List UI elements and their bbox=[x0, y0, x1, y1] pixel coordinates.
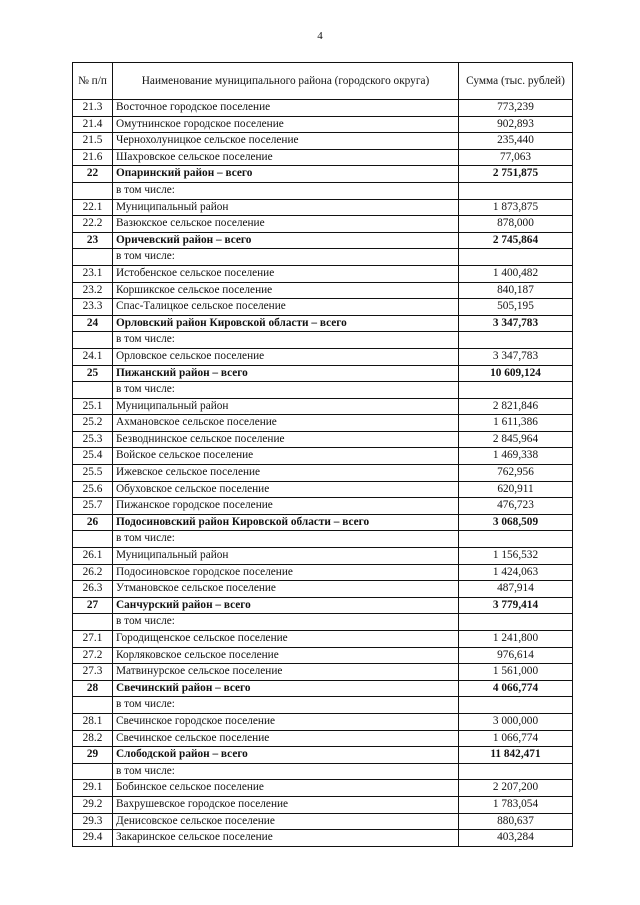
cell-name: в том числе: bbox=[113, 382, 459, 399]
cell-sum: 2 745,864 bbox=[459, 232, 573, 249]
table-row bbox=[73, 249, 573, 266]
cell-number: 22.1 bbox=[73, 199, 113, 216]
table-row bbox=[73, 763, 573, 780]
cell-sum: 2 207,200 bbox=[459, 780, 573, 797]
cell-number: 26.1 bbox=[73, 548, 113, 565]
cell-name: Оричевский район – всего bbox=[113, 232, 459, 249]
cell-number: 29 bbox=[73, 747, 113, 764]
cell-number: 21.3 bbox=[73, 100, 113, 117]
table-row bbox=[73, 382, 573, 399]
header-number: № п/п bbox=[73, 63, 113, 100]
cell-name: Вазюкское сельское поселение bbox=[113, 216, 459, 233]
table-row-district-total bbox=[73, 232, 573, 249]
cell-name: Санчурский район – всего bbox=[113, 597, 459, 614]
table-row bbox=[73, 713, 573, 730]
cell-name: Орловское сельское поселение bbox=[113, 348, 459, 365]
cell-number: 25 bbox=[73, 365, 113, 382]
table-row bbox=[73, 614, 573, 631]
cell-sum: 11 842,471 bbox=[459, 747, 573, 764]
cell-name: в том числе: bbox=[113, 614, 459, 631]
cell-number: 22.2 bbox=[73, 216, 113, 233]
cell-sum bbox=[459, 182, 573, 199]
table-row bbox=[73, 199, 573, 216]
cell-name: Омутнинское городское поселение bbox=[113, 116, 459, 133]
cell-sum: 1 400,482 bbox=[459, 265, 573, 282]
cell-sum: 1 561,000 bbox=[459, 664, 573, 681]
cell-name: Денисовское сельское поселение bbox=[113, 813, 459, 830]
cell-name: в том числе: bbox=[113, 332, 459, 349]
cell-sum bbox=[459, 763, 573, 780]
cell-name: в том числе: bbox=[113, 531, 459, 548]
cell-sum: 620,911 bbox=[459, 481, 573, 498]
cell-sum: 77,063 bbox=[459, 149, 573, 166]
cell-name: Вахрушевское городское поселение bbox=[113, 796, 459, 813]
cell-number: 25.5 bbox=[73, 465, 113, 482]
cell-sum bbox=[459, 249, 573, 266]
table-row bbox=[73, 448, 573, 465]
cell-name: Городищенское сельское поселение bbox=[113, 631, 459, 648]
cell-number: 25.3 bbox=[73, 431, 113, 448]
cell-number: 21.5 bbox=[73, 133, 113, 150]
cell-sum: 3 068,509 bbox=[459, 514, 573, 531]
cell-sum bbox=[459, 614, 573, 631]
cell-sum: 1 424,063 bbox=[459, 564, 573, 581]
cell-number: 26.3 bbox=[73, 581, 113, 598]
table-row-district-total bbox=[73, 514, 573, 531]
cell-number: 28 bbox=[73, 680, 113, 697]
cell-name: Муниципальный район bbox=[113, 199, 459, 216]
cell-name: в том числе: bbox=[113, 249, 459, 266]
cell-sum: 1 156,532 bbox=[459, 548, 573, 565]
cell-sum: 1 469,338 bbox=[459, 448, 573, 465]
cell-number bbox=[73, 249, 113, 266]
table-row bbox=[73, 149, 573, 166]
cell-number bbox=[73, 614, 113, 631]
table-row bbox=[73, 664, 573, 681]
cell-name: Опаринский район – всего bbox=[113, 166, 459, 183]
cell-name: Бобинское сельское поселение bbox=[113, 780, 459, 797]
cell-number: 25.1 bbox=[73, 398, 113, 415]
table-row bbox=[73, 116, 573, 133]
cell-number: 23.3 bbox=[73, 299, 113, 316]
budget-table bbox=[72, 62, 573, 847]
cell-number bbox=[73, 382, 113, 399]
cell-name: Закаринское сельское поселение bbox=[113, 830, 459, 847]
table-row bbox=[73, 100, 573, 117]
table-row-district-total bbox=[73, 597, 573, 614]
cell-name: в том числе: bbox=[113, 182, 459, 199]
table-row bbox=[73, 282, 573, 299]
cell-number: 21.4 bbox=[73, 116, 113, 133]
table-row-district-total bbox=[73, 747, 573, 764]
table-row-district-total bbox=[73, 166, 573, 183]
table-row bbox=[73, 216, 573, 233]
cell-sum: 773,239 bbox=[459, 100, 573, 117]
table-row bbox=[73, 133, 573, 150]
cell-number: 29.2 bbox=[73, 796, 113, 813]
cell-sum: 3 000,000 bbox=[459, 713, 573, 730]
table-row bbox=[73, 182, 573, 199]
cell-name: Коршикское сельское поселение bbox=[113, 282, 459, 299]
cell-sum: 976,614 bbox=[459, 647, 573, 664]
cell-number: 23 bbox=[73, 232, 113, 249]
header-name: Наименование муниципального района (городского округа) bbox=[113, 63, 459, 100]
cell-number: 21.6 bbox=[73, 149, 113, 166]
cell-sum bbox=[459, 382, 573, 399]
cell-sum: 1 241,800 bbox=[459, 631, 573, 648]
cell-number: 29.3 bbox=[73, 813, 113, 830]
cell-sum bbox=[459, 531, 573, 548]
cell-number bbox=[73, 531, 113, 548]
table-row-district-total bbox=[73, 315, 573, 332]
table-row bbox=[73, 564, 573, 581]
table-row bbox=[73, 697, 573, 714]
table-row bbox=[73, 431, 573, 448]
cell-number: 24 bbox=[73, 315, 113, 332]
table-row bbox=[73, 830, 573, 847]
cell-sum: 487,914 bbox=[459, 581, 573, 598]
cell-name: Корляковское сельское поселение bbox=[113, 647, 459, 664]
cell-number: 27 bbox=[73, 597, 113, 614]
page-number: 4 bbox=[317, 30, 323, 42]
cell-name: Безводнинское сельское поселение bbox=[113, 431, 459, 448]
cell-number: 28.1 bbox=[73, 713, 113, 730]
table-row bbox=[73, 813, 573, 830]
table-header bbox=[73, 63, 573, 100]
cell-sum: 2 845,964 bbox=[459, 431, 573, 448]
cell-name: в том числе: bbox=[113, 763, 459, 780]
cell-number: 24.1 bbox=[73, 348, 113, 365]
cell-sum: 4 066,774 bbox=[459, 680, 573, 697]
cell-sum: 10 609,124 bbox=[459, 365, 573, 382]
table-row bbox=[73, 647, 573, 664]
cell-number: 27.1 bbox=[73, 631, 113, 648]
cell-name: Муниципальный район bbox=[113, 548, 459, 565]
table-row bbox=[73, 780, 573, 797]
table-row bbox=[73, 332, 573, 349]
cell-sum: 840,187 bbox=[459, 282, 573, 299]
cell-name: Пижанский район – всего bbox=[113, 365, 459, 382]
cell-sum bbox=[459, 332, 573, 349]
table-row-district-total bbox=[73, 365, 573, 382]
cell-name: Матвинурское сельское поселение bbox=[113, 664, 459, 681]
cell-sum: 403,284 bbox=[459, 830, 573, 847]
cell-number: 27.3 bbox=[73, 664, 113, 681]
cell-name: Войское сельское поселение bbox=[113, 448, 459, 465]
cell-name: Орловский район Кировской области – всего bbox=[113, 315, 459, 332]
table-row bbox=[73, 398, 573, 415]
table-body bbox=[73, 100, 573, 847]
cell-number: 25.4 bbox=[73, 448, 113, 465]
cell-number bbox=[73, 763, 113, 780]
cell-sum: 3 347,783 bbox=[459, 315, 573, 332]
table-row bbox=[73, 498, 573, 515]
cell-name: Ахмановское сельское поселение bbox=[113, 415, 459, 432]
table-row bbox=[73, 465, 573, 482]
cell-name: Ижевское сельское поселение bbox=[113, 465, 459, 482]
cell-name: Утмановское сельское поселение bbox=[113, 581, 459, 598]
cell-name: Чернохолуницкое сельское поселение bbox=[113, 133, 459, 150]
cell-number: 27.2 bbox=[73, 647, 113, 664]
cell-sum: 1 783,054 bbox=[459, 796, 573, 813]
cell-sum: 1 066,774 bbox=[459, 730, 573, 747]
cell-sum bbox=[459, 697, 573, 714]
cell-name: Свечинский район – всего bbox=[113, 680, 459, 697]
cell-number bbox=[73, 332, 113, 349]
cell-name: Спас-Талицкое сельское поселение bbox=[113, 299, 459, 316]
cell-name: Слободской район – всего bbox=[113, 747, 459, 764]
table-row bbox=[73, 299, 573, 316]
cell-name: Истобенское сельское поселение bbox=[113, 265, 459, 282]
cell-number: 23.2 bbox=[73, 282, 113, 299]
cell-number: 26 bbox=[73, 514, 113, 531]
header-sum: Сумма (тыс. рублей) bbox=[459, 63, 573, 100]
cell-number: 29.1 bbox=[73, 780, 113, 797]
cell-sum: 1 611,386 bbox=[459, 415, 573, 432]
table-row bbox=[73, 796, 573, 813]
cell-name: Подосиновский район Кировской области – всего bbox=[113, 514, 459, 531]
cell-sum: 880,637 bbox=[459, 813, 573, 830]
table-row bbox=[73, 581, 573, 598]
cell-number bbox=[73, 182, 113, 199]
cell-sum: 3 347,783 bbox=[459, 348, 573, 365]
cell-number: 25.7 bbox=[73, 498, 113, 515]
cell-sum: 3 779,414 bbox=[459, 597, 573, 614]
table-row bbox=[73, 548, 573, 565]
table-row bbox=[73, 631, 573, 648]
cell-name: Обуховское сельское поселение bbox=[113, 481, 459, 498]
table-row bbox=[73, 481, 573, 498]
table-row-district-total bbox=[73, 680, 573, 697]
cell-name: в том числе: bbox=[113, 697, 459, 714]
cell-sum: 878,000 bbox=[459, 216, 573, 233]
cell-sum: 505,195 bbox=[459, 299, 573, 316]
cell-name: Свечинское городское поселение bbox=[113, 713, 459, 730]
cell-sum: 902,893 bbox=[459, 116, 573, 133]
table-row bbox=[73, 531, 573, 548]
cell-number: 28.2 bbox=[73, 730, 113, 747]
table-row bbox=[73, 730, 573, 747]
table-row bbox=[73, 415, 573, 432]
cell-name: Муниципальный район bbox=[113, 398, 459, 415]
cell-sum: 476,723 bbox=[459, 498, 573, 515]
cell-sum: 2 821,846 bbox=[459, 398, 573, 415]
cell-name: Подосиновское городское поселение bbox=[113, 564, 459, 581]
cell-sum: 1 873,875 bbox=[459, 199, 573, 216]
cell-number: 23.1 bbox=[73, 265, 113, 282]
cell-number: 29.4 bbox=[73, 830, 113, 847]
cell-name: Восточное городское поселение bbox=[113, 100, 459, 117]
table-row bbox=[73, 265, 573, 282]
table-row bbox=[73, 348, 573, 365]
cell-sum: 2 751,875 bbox=[459, 166, 573, 183]
cell-sum: 235,440 bbox=[459, 133, 573, 150]
cell-number bbox=[73, 697, 113, 714]
cell-number: 22 bbox=[73, 166, 113, 183]
cell-name: Шахровское сельское поселение bbox=[113, 149, 459, 166]
cell-name: Пижанское городское поселение bbox=[113, 498, 459, 515]
cell-name: Свечинское сельское поселение bbox=[113, 730, 459, 747]
cell-number: 25.2 bbox=[73, 415, 113, 432]
cell-number: 26.2 bbox=[73, 564, 113, 581]
cell-number: 25.6 bbox=[73, 481, 113, 498]
cell-sum: 762,956 bbox=[459, 465, 573, 482]
